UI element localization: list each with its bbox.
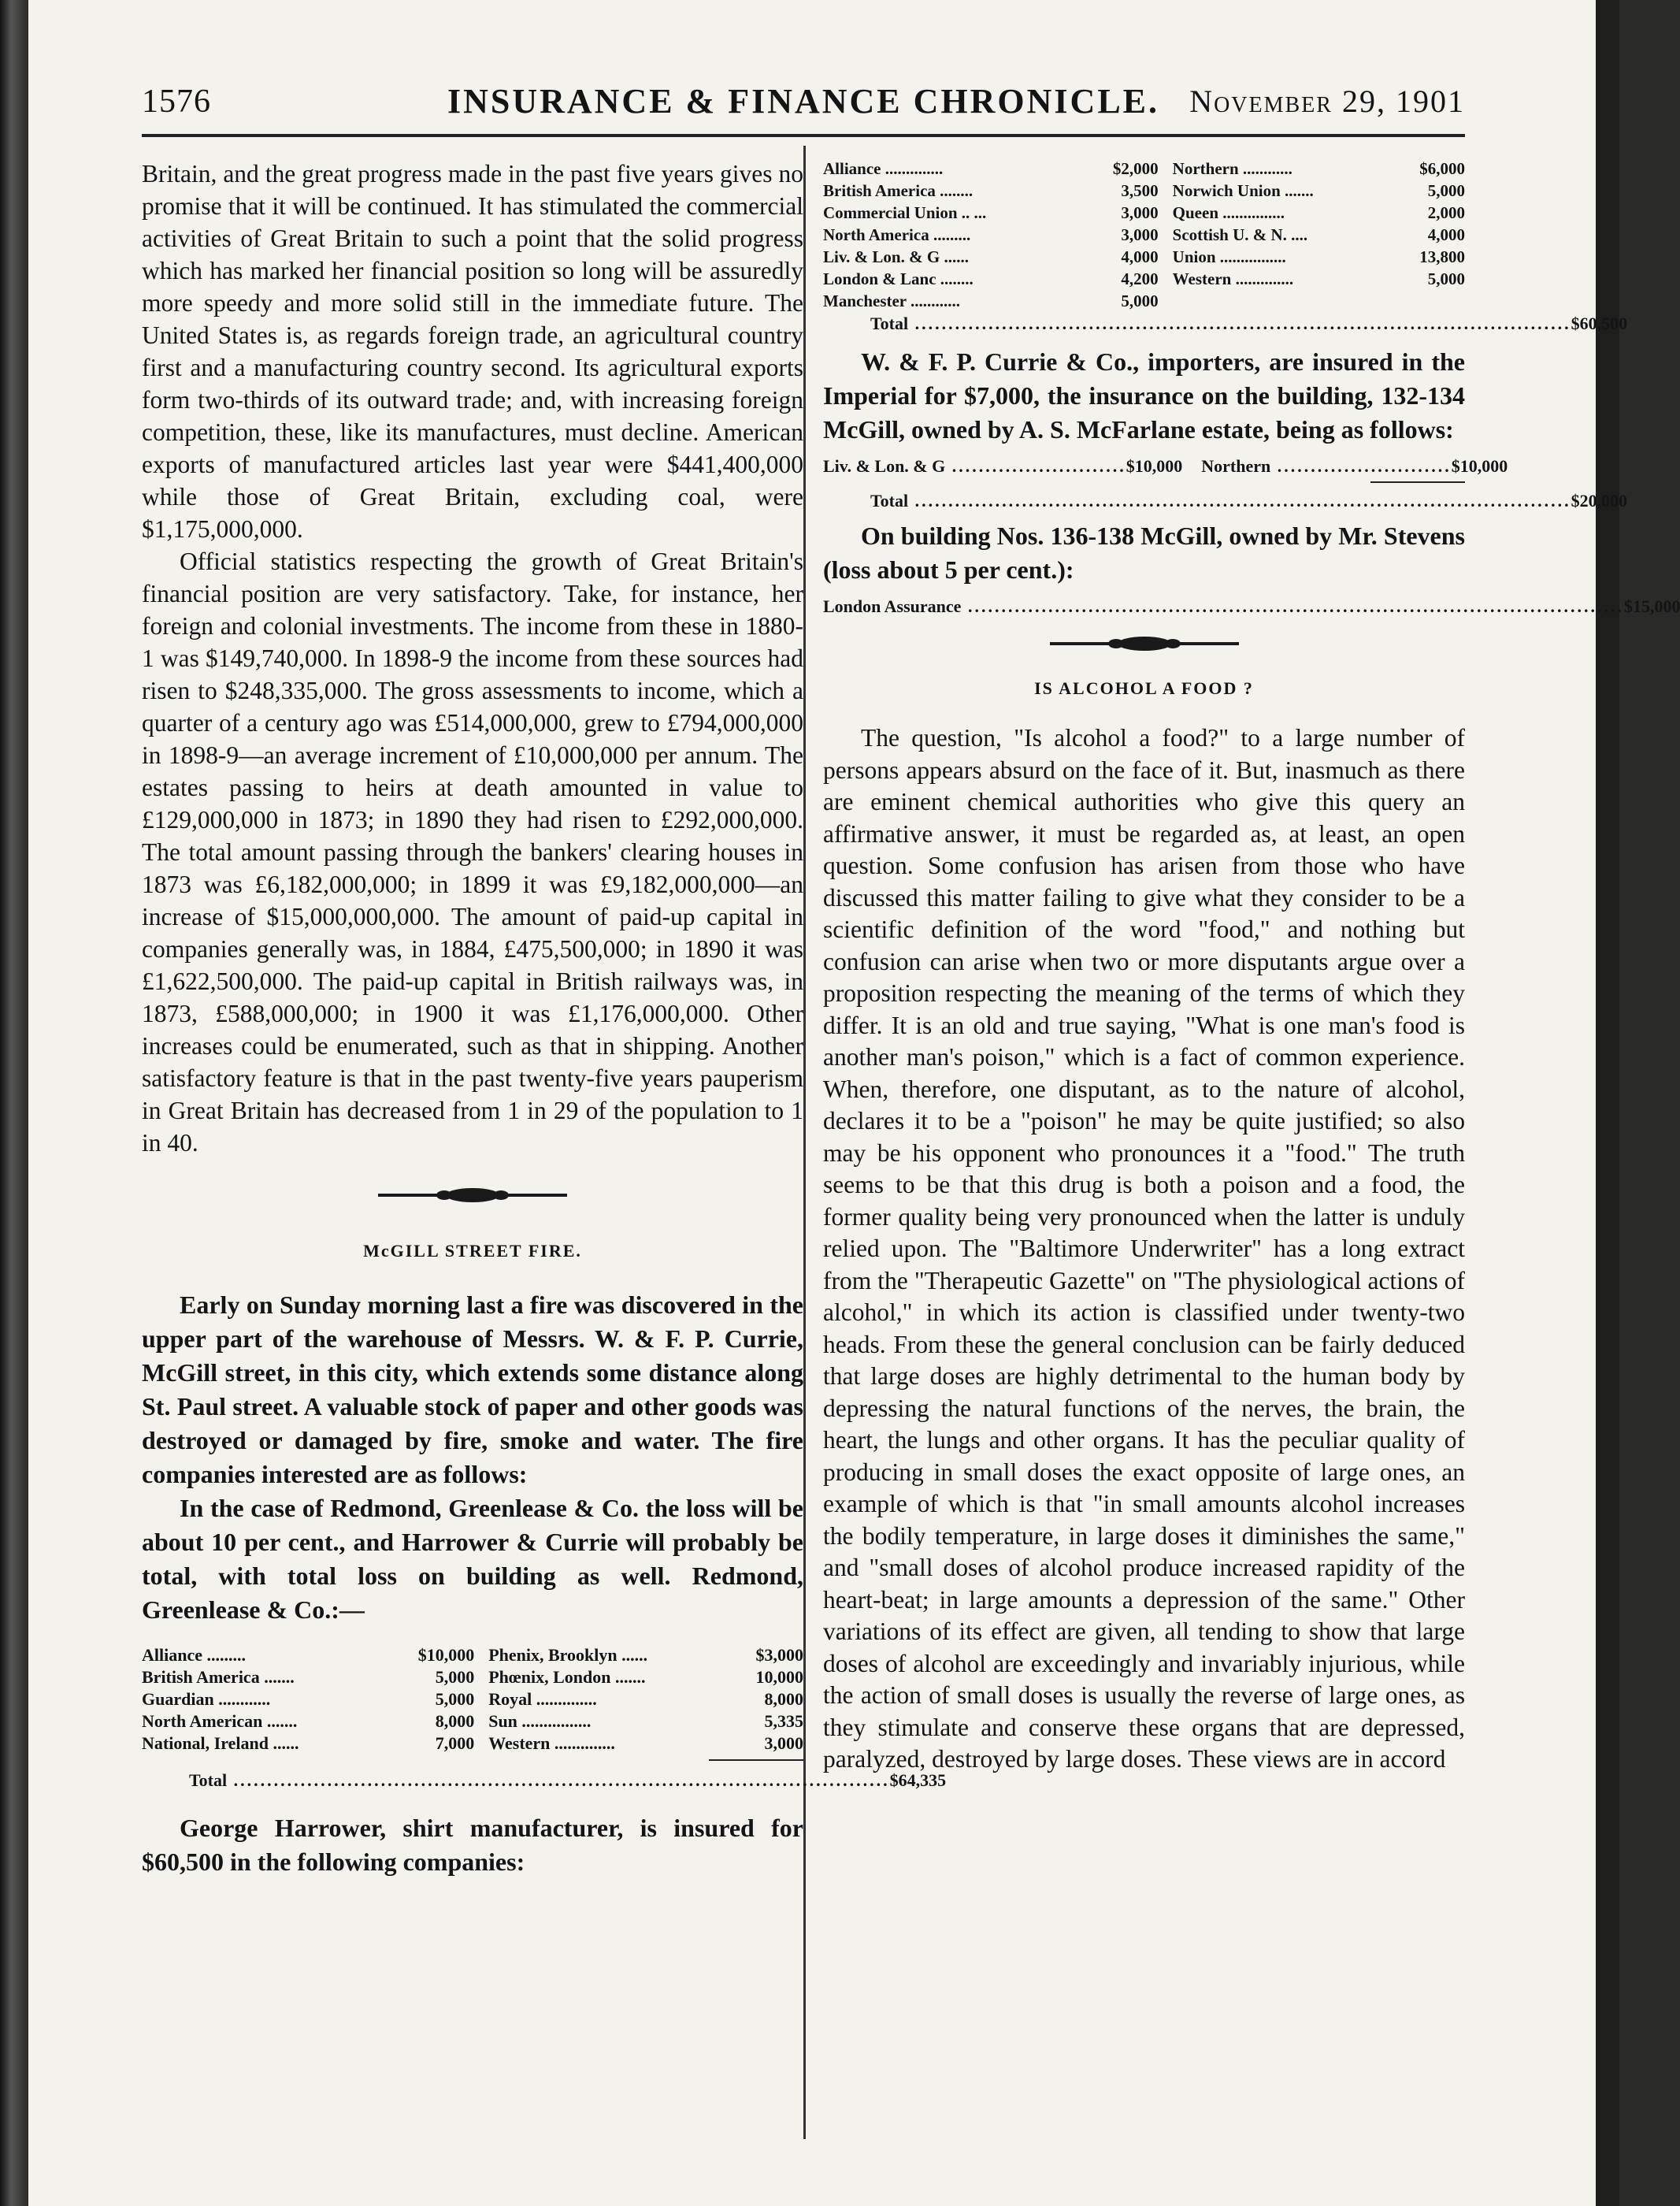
alcohol-heading: IS ALCOHOL A FOOD ? (1034, 678, 1254, 698)
insured-amount: 5,000 (435, 1667, 475, 1687)
company-name: Union (1172, 247, 1216, 266)
company-name: National, Ireland (142, 1733, 269, 1753)
company-name: North American (142, 1711, 263, 1731)
insured-amount: 5,000 (435, 1689, 475, 1709)
header-rule (142, 134, 1465, 137)
total-rule (1370, 481, 1465, 483)
insured-amount: $15,000 (1623, 596, 1680, 616)
insured-amount: 10,000 (755, 1667, 803, 1687)
issue-date: November 29, 1901 (1189, 84, 1465, 119)
company-name: Manchester (823, 292, 907, 310)
insured-amount: 4,000 (1121, 247, 1159, 266)
total-amount: $60,500 (1571, 314, 1628, 333)
fire-heading: McGILL STREET FIRE. (363, 1241, 582, 1261)
insured-amount: 3,000 (1121, 225, 1159, 244)
table-row: North America ......... 3,000 Scottish U. & N. .... 4,000 (823, 225, 1465, 244)
company-name: Phenix, Brooklyn (488, 1645, 617, 1665)
table-row: Manchester ............ 5,000 (823, 290, 1465, 312)
insured-amount: 8,000 (435, 1711, 475, 1731)
table-row: British America ....... 5,000 Phœnix, London ....... 10,000 (142, 1667, 803, 1687)
company-name: Western (1172, 269, 1232, 288)
insured-amount: $10,000 (1126, 456, 1183, 476)
page-number: 1576 (142, 84, 211, 120)
insured-amount: 5,000 (1121, 292, 1159, 310)
insured-amount: 13,800 (1419, 247, 1465, 266)
harrower-insurance-table (823, 158, 1465, 312)
redmond-total-row: Total .................................................................................................. $64,335 (142, 1769, 803, 1792)
total-label: Total (189, 1770, 228, 1790)
currie-items-row (823, 455, 1508, 478)
insured-amount: 5,335 (764, 1711, 803, 1731)
column-divider (803, 146, 806, 2139)
company-name: London & Lanc (823, 269, 936, 288)
company-name: Scottish U. & N. (1172, 225, 1287, 244)
table-row: Commercial Union .. ... 3,000 Queen ............... 2,000 (823, 203, 1465, 222)
insured-amount: 7,000 (435, 1733, 475, 1753)
insured-amount: $3,000 (755, 1645, 803, 1665)
company-name: North America (823, 225, 929, 244)
total-label: Total (870, 314, 909, 333)
total-amount: $64,335 (889, 1770, 947, 1790)
total-label: Total (870, 491, 909, 511)
list-item: Liv. & Lon. & G .......................... $10,000 (823, 455, 1182, 478)
insured-amount: $2,000 (1112, 159, 1159, 178)
section-ornament (378, 1187, 567, 1203)
publication-title: INSURANCE & FINANCE CHRONICLE. (447, 82, 1160, 121)
insured-amount: 4,000 (1427, 225, 1465, 244)
table-row: North American ....... 8,000 Sun ................ 5,335 (142, 1711, 803, 1731)
company-name: Liv. & Lon. & G (823, 456, 946, 476)
stevens-item-row: London Assurance .................................................................................................. $15,000 (823, 595, 1465, 618)
right-column (823, 158, 1680, 1776)
insured-amount: 3,500 (1121, 181, 1159, 200)
currie-total-row: Total .................................................................................................. $20,000 (823, 489, 1465, 513)
company-name: British America (142, 1667, 260, 1687)
list-item: Northern .......................... $10,000 (1201, 455, 1508, 478)
company-name: Guardian (142, 1689, 214, 1709)
paragraph-currie-imperial: W. & F. P. Currie & Co., importers, are insured in the Imperial for $7,000, the insurance on the building, 132-134 McGill, owned by A. S. McFarlane estate, being as follows: (823, 347, 1465, 444)
company-name: Royal (488, 1689, 532, 1709)
redmond-insurance-table (142, 1644, 803, 1755)
insured-amount: 3,000 (1121, 203, 1159, 222)
insured-amount: 8,000 (764, 1689, 803, 1709)
total-rule (709, 1759, 803, 1761)
paragraph-britain-trade: Britain, and the great progress made in the past five years gives no promise that it will be continued. It has stimulated the commercial activities of Great Britain to such a point that the solid progress which has marked her financial position so long will be assuredly more speedy and more solid still in the immediate future. The United States is, as regards foreign trade, an agricultural country first and a manufacturing country second. Its agricultural exports form two-thirds of its outward trade; and, with increasing foreign competition, these, like its manufactures, must decline. American exports of manufactured articles last year were $441,400,000 while those of Great Britain, excluding coal, were $1,175,000,000. (142, 160, 803, 543)
harrower-total-row: Total .................................................................................................. $60,500 (823, 312, 1465, 336)
paragraph-harrower: George Harrower, shirt manufacturer, is insured for $60,500 in the following companies: (142, 1814, 803, 1876)
company-name: Liv. & Lon. & G (823, 247, 940, 266)
table-row: Alliance ......... $10,000 Phenix, Brooklyn ...... $3,000 (142, 1645, 803, 1665)
page-header (142, 75, 1465, 130)
paragraph-official-statistics: Official statistics respecting the growth of Great Britain's financial position are very satisfactory. Take, for instance, her foreign and colonial investments. The income from these in 1880-1 was $149,740,000. In 1898-9 the income from these sources had risen to $248,335,000. The gross assessments to income, which a quarter of a century ago was £514,000,000, grew to £794,000,000 in 1898-9—an average increment of £10,000,000 per annum. The estates passing to heirs at death amounted in value to £129,000,000 in 1873; in 1890 they had risen to £292,000,000. The total amount passing through the bankers' clearing houses in 1873 was £6,182,000,000; in 1899 it was £9,182,000,000—an increase of $15,000,000,000. The amount of paid-up capital in companies generally was, in 1884, £475,500,000; in 1890 it was £1,622,500,000. The paid-up capital in British railways was, in 1873, £588,000,000; in 1900 it was £1,176,000,000. Other increases could be enumerated, such as that in shipping. Another satisfactory feature is that in the past twenty-five years pauperism in Great Britain has decreased from 1 in 29 of the population to 1 in 40. (142, 548, 803, 1157)
company-name: Northern (1201, 456, 1271, 476)
company-name: Alliance (823, 159, 881, 178)
paragraph-fire-discovered: Early on Sunday morning last a fire was discovered in the upper part of the warehouse of Messrs. W. & F. P. Currie, McGill street, in this city, which extends some distance along St. Paul street. A valuable stock of paper and other goods was destroyed or damaged by fire, smoke and water. The fire companies interested are as follows: (142, 1291, 803, 1488)
insured-amount: 5,000 (1427, 181, 1465, 200)
insured-amount: 5,000 (1427, 269, 1465, 288)
company-name: Phœnix, London (488, 1667, 611, 1687)
total-amount: $20,000 (1571, 491, 1628, 511)
company-name: Western (488, 1733, 551, 1753)
company-name: British America (823, 181, 936, 200)
paragraph-stevens-building: On building Nos. 136-138 McGill, owned by Mr. Stevens (loss about 5 per cent.): (823, 522, 1465, 584)
paragraph-redmond-loss: In the case of Redmond, Greenlease & Co. the loss will be about 10 per cent., and Harrower & Currie will probably be total, with total loss on building as well. Redmond, Greenlease & Co.:— (142, 1494, 803, 1624)
insured-amount: 4,200 (1121, 269, 1159, 288)
insured-amount: $6,000 (1419, 159, 1465, 178)
section-ornament (1050, 636, 1239, 652)
table-row: British America ........ 3,500 Norwich Union ....... 5,000 (823, 181, 1465, 200)
insured-amount: 2,000 (1427, 203, 1465, 222)
table-row: London & Lanc ........ 4,200 Western .............. 5,000 (823, 269, 1465, 288)
paragraph-alcohol-food: The question, "Is alcohol a food?" to a large number of persons appears absurd on the face of it. But, inasmuch as there are eminent chemical authorities who give this query an affirmative answer, it must be regarded as, at least, an open question. Some confusion has arisen from those who have discussed this matter failing to give what they consider to be a scientific definition of the word "food," and nothing but confusion can arise when two or more disputants argue over a proposition respecting the meaning of the terms of which they differ. It is an old and true saying, "What is one man's food is another man's poison," which is a fact of common experience. When, therefore, one disputant, as to the nature of alcohol, declares it to be a "poison" he may be quite justified; so also may be his opponent who pronounces it a "food." The truth seems to be that this drug is both a poison and a food, the former quality being very pronounced when the latter is unduly relied upon. The "Baltimore Underwriter" has a long extract from the "Therapeutic Gazette" on "The physiological actions of alcohol," in which its action is classified under twenty-two heads. From these the general conclusion can be fairly deduced that large doses are highly detrimental to the human body by depressing the natural functions of the nerves, the brain, the heart, the lungs and other organs. It has the peculiar quality of producing in small doses the exact opposite of large ones, an example of which is that "in small amounts alcohol increases the bodily temperature, in large doses it diminishes the same," and "small doses of alcohol produce increased rapidity of the heart-beat; in large amounts a depression of the same." Other variations of its effect are given, all tending to show that large doses of alcohol are exceedingly and invariably injurious, while the action of small doses is usually the reverse of large ones, as they stimulate and conserve these organs that are depressed, paralyzed, destroyed by large doses. These views are in accord (823, 724, 1465, 1773)
company-name: Northern (1172, 159, 1239, 178)
table-row: Liv. & Lon. & G ...... 4,000 Union ................ 13,800 (823, 247, 1465, 266)
book-spine (0, 0, 28, 2206)
company-name: Commercial Union (823, 203, 958, 222)
insured-amount: $10,000 (1451, 456, 1508, 476)
table-row: Guardian ............ 5,000 Royal .............. 8,000 (142, 1689, 803, 1709)
company-name: Alliance (142, 1645, 202, 1665)
insured-amount: $10,000 (417, 1645, 475, 1665)
table-row: National, Ireland ...... 7,000 Western .............. 3,000 (142, 1733, 803, 1753)
company-name: London Assurance (823, 596, 962, 616)
company-name: Norwich Union (1172, 181, 1281, 200)
company-name: Sun (488, 1711, 517, 1731)
table-row: Alliance .............. $2,000 Northern ............ $6,000 (823, 159, 1465, 178)
insured-amount: 3,000 (764, 1733, 803, 1753)
company-name: Queen (1172, 203, 1219, 222)
